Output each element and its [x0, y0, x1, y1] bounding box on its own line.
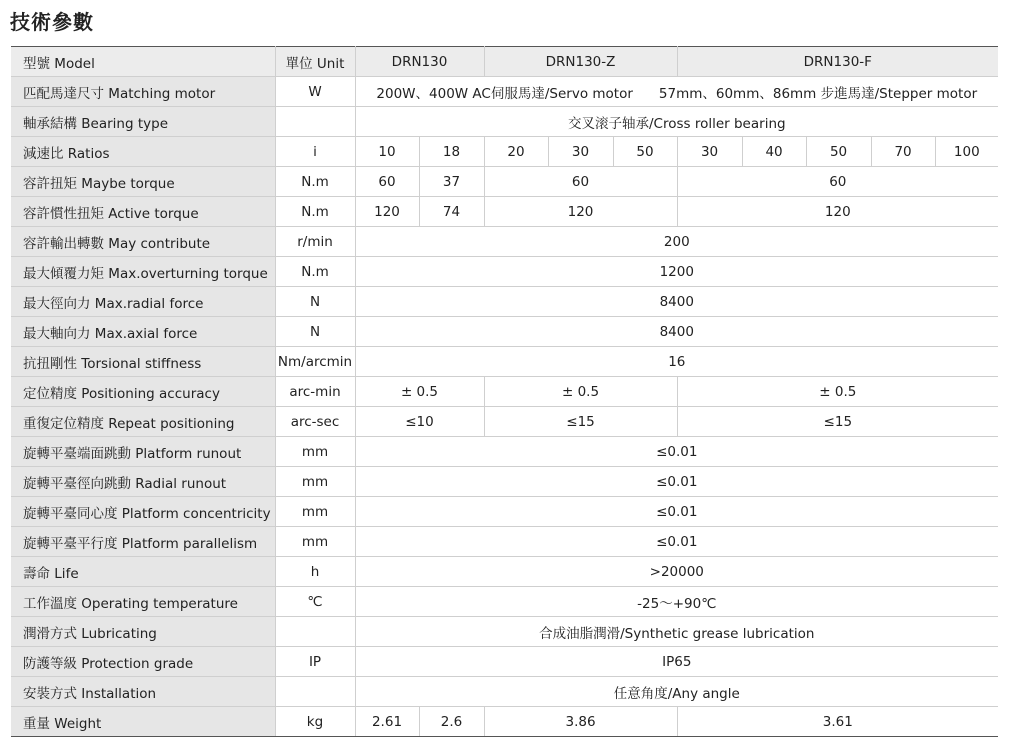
row-value: 16 — [355, 347, 998, 377]
row-label: 防護等級 Protection grade — [11, 647, 275, 677]
row-value: 60 — [355, 167, 419, 197]
row-unit: mm — [275, 527, 355, 557]
row-value: 120 — [355, 197, 419, 227]
spec-table — [11, 46, 998, 737]
row-value: 8400 — [355, 317, 998, 347]
row-value: ≤15 — [484, 407, 677, 437]
row-value: 8400 — [355, 287, 998, 317]
row-unit: N — [275, 317, 355, 347]
stepper-motor-value: 57mm、60mm、86mm 步進馬達/Stepper motor — [658, 85, 978, 102]
row-unit: IP — [275, 647, 355, 677]
ratio-value: 30 — [548, 137, 613, 167]
row-unit: h — [275, 557, 355, 587]
row-value: 1200 — [355, 257, 998, 287]
row-label: 容許輸出轉數 May contribute — [11, 227, 275, 257]
table-row — [11, 647, 998, 677]
row-label: 減速比 Ratios — [11, 137, 275, 167]
page-title: 技術參數 — [10, 10, 94, 34]
row-unit: kg — [275, 707, 355, 737]
row-value: 120 — [484, 197, 677, 227]
row-unit: N.m — [275, 167, 355, 197]
row-label: 抗扭剛性 Torsional stiffness — [11, 347, 275, 377]
table-row — [11, 107, 998, 137]
header-model-drn130-f: DRN130-F — [677, 47, 998, 77]
header-param: 型號 Model — [11, 47, 275, 77]
row-label: 旋轉平臺平行度 Platform parallelism — [11, 527, 275, 557]
row-label: 容許慣性扭矩 Active torque — [11, 197, 275, 227]
table-row — [11, 377, 998, 407]
row-label: 重復定位精度 Repeat positioning — [11, 407, 275, 437]
row-value: ≤0.01 — [355, 437, 998, 467]
row-value: ≤0.01 — [355, 497, 998, 527]
row-value: ± 0.5 — [484, 377, 677, 407]
table-row — [11, 257, 998, 287]
row-value: 3.86 — [484, 707, 677, 737]
table-row — [11, 77, 998, 107]
row-unit — [275, 107, 355, 137]
row-value: 交叉滚子轴承/Cross roller bearing — [355, 107, 998, 137]
row-label: 定位精度 Positioning accuracy — [11, 377, 275, 407]
table-row — [11, 497, 998, 527]
row-label: 軸承結構 Bearing type — [11, 107, 275, 137]
row-label: 旋轉平臺端面跳動 Platform runout — [11, 437, 275, 467]
table-row — [11, 527, 998, 557]
servo-motor-value: 200W、400W AC伺服馬達/Servo motor — [376, 85, 633, 102]
row-value: 74 — [419, 197, 484, 227]
row-unit: r/min — [275, 227, 355, 257]
table-row — [11, 707, 998, 737]
row-unit — [275, 617, 355, 647]
row-value: -25～+90℃ — [355, 587, 998, 617]
table-row — [11, 227, 998, 257]
ratio-value: 20 — [484, 137, 548, 167]
ratio-value: 50 — [613, 137, 677, 167]
row-unit: N.m — [275, 197, 355, 227]
row-value: 37 — [419, 167, 484, 197]
table-row — [11, 437, 998, 467]
ratio-value: 10 — [355, 137, 419, 167]
row-value: ± 0.5 — [677, 377, 998, 407]
row-value: >20000 — [355, 557, 998, 587]
table-row — [11, 347, 998, 377]
ratio-value: 30 — [677, 137, 742, 167]
row-value: ± 0.5 — [355, 377, 484, 407]
row-label: 旋轉平臺同心度 Platform concentricity — [11, 497, 275, 527]
row-value: IP65 — [355, 647, 998, 677]
row-value: 合成油脂潤滑/Synthetic grease lubrication — [355, 617, 998, 647]
table-row — [11, 167, 998, 197]
table-row — [11, 467, 998, 497]
ratio-value: 40 — [742, 137, 806, 167]
row-label: 重量 Weight — [11, 707, 275, 737]
row-value: 2.6 — [419, 707, 484, 737]
row-value: 120 — [677, 197, 998, 227]
row-value: 200 — [355, 227, 998, 257]
row-label: 工作溫度 Operating temperature — [11, 587, 275, 617]
row-label: 匹配馬達尺寸 Matching motor — [11, 77, 275, 107]
row-unit: arc-min — [275, 377, 355, 407]
table-row — [11, 407, 998, 437]
row-value: ≤0.01 — [355, 467, 998, 497]
row-value: 任意角度/Any angle — [355, 677, 998, 707]
ratio-value: 100 — [935, 137, 998, 167]
header-model-drn130: DRN130 — [355, 47, 484, 77]
row-label: 潤滑方式 Lubricating — [11, 617, 275, 647]
row-unit: W — [275, 77, 355, 107]
table-row — [11, 557, 998, 587]
row-unit: N — [275, 287, 355, 317]
row-value: ≤15 — [677, 407, 998, 437]
row-unit: N.m — [275, 257, 355, 287]
row-label: 最大軸向力 Max.axial force — [11, 317, 275, 347]
table-row — [11, 617, 998, 647]
header-unit: 單位 Unit — [275, 47, 355, 77]
ratio-value: 50 — [806, 137, 871, 167]
row-unit: ℃ — [275, 587, 355, 617]
row-label: 最大徑向力 Max.radial force — [11, 287, 275, 317]
row-label: 容許扭矩 Maybe torque — [11, 167, 275, 197]
row-unit — [275, 677, 355, 707]
ratio-value: 70 — [871, 137, 935, 167]
table-row — [11, 587, 998, 617]
table-row — [11, 677, 998, 707]
table-row — [11, 197, 998, 227]
row-label: 旋轉平臺徑向跳動 Radial runout — [11, 467, 275, 497]
row-value: ≤10 — [355, 407, 484, 437]
header-model-drn130-z: DRN130-Z — [484, 47, 677, 77]
motor-value-cell — [355, 77, 998, 107]
row-value: 3.61 — [677, 707, 998, 737]
row-unit: Nm/arcmin — [275, 347, 355, 377]
row-label: 最大傾覆力矩 Max.overturning torque — [11, 257, 275, 287]
table-row — [11, 287, 998, 317]
table-header-row — [11, 47, 998, 77]
row-value: 60 — [677, 167, 998, 197]
row-unit: mm — [275, 437, 355, 467]
row-label: 安裝方式 Installation — [11, 677, 275, 707]
ratio-value: 18 — [419, 137, 484, 167]
row-label: 壽命 Life — [11, 557, 275, 587]
row-value: ≤0.01 — [355, 527, 998, 557]
row-unit: mm — [275, 467, 355, 497]
row-unit: arc-sec — [275, 407, 355, 437]
table-row — [11, 137, 998, 167]
row-unit: mm — [275, 497, 355, 527]
row-value: 60 — [484, 167, 677, 197]
row-unit: i — [275, 137, 355, 167]
row-value: 2.61 — [355, 707, 419, 737]
table-row — [11, 317, 998, 347]
